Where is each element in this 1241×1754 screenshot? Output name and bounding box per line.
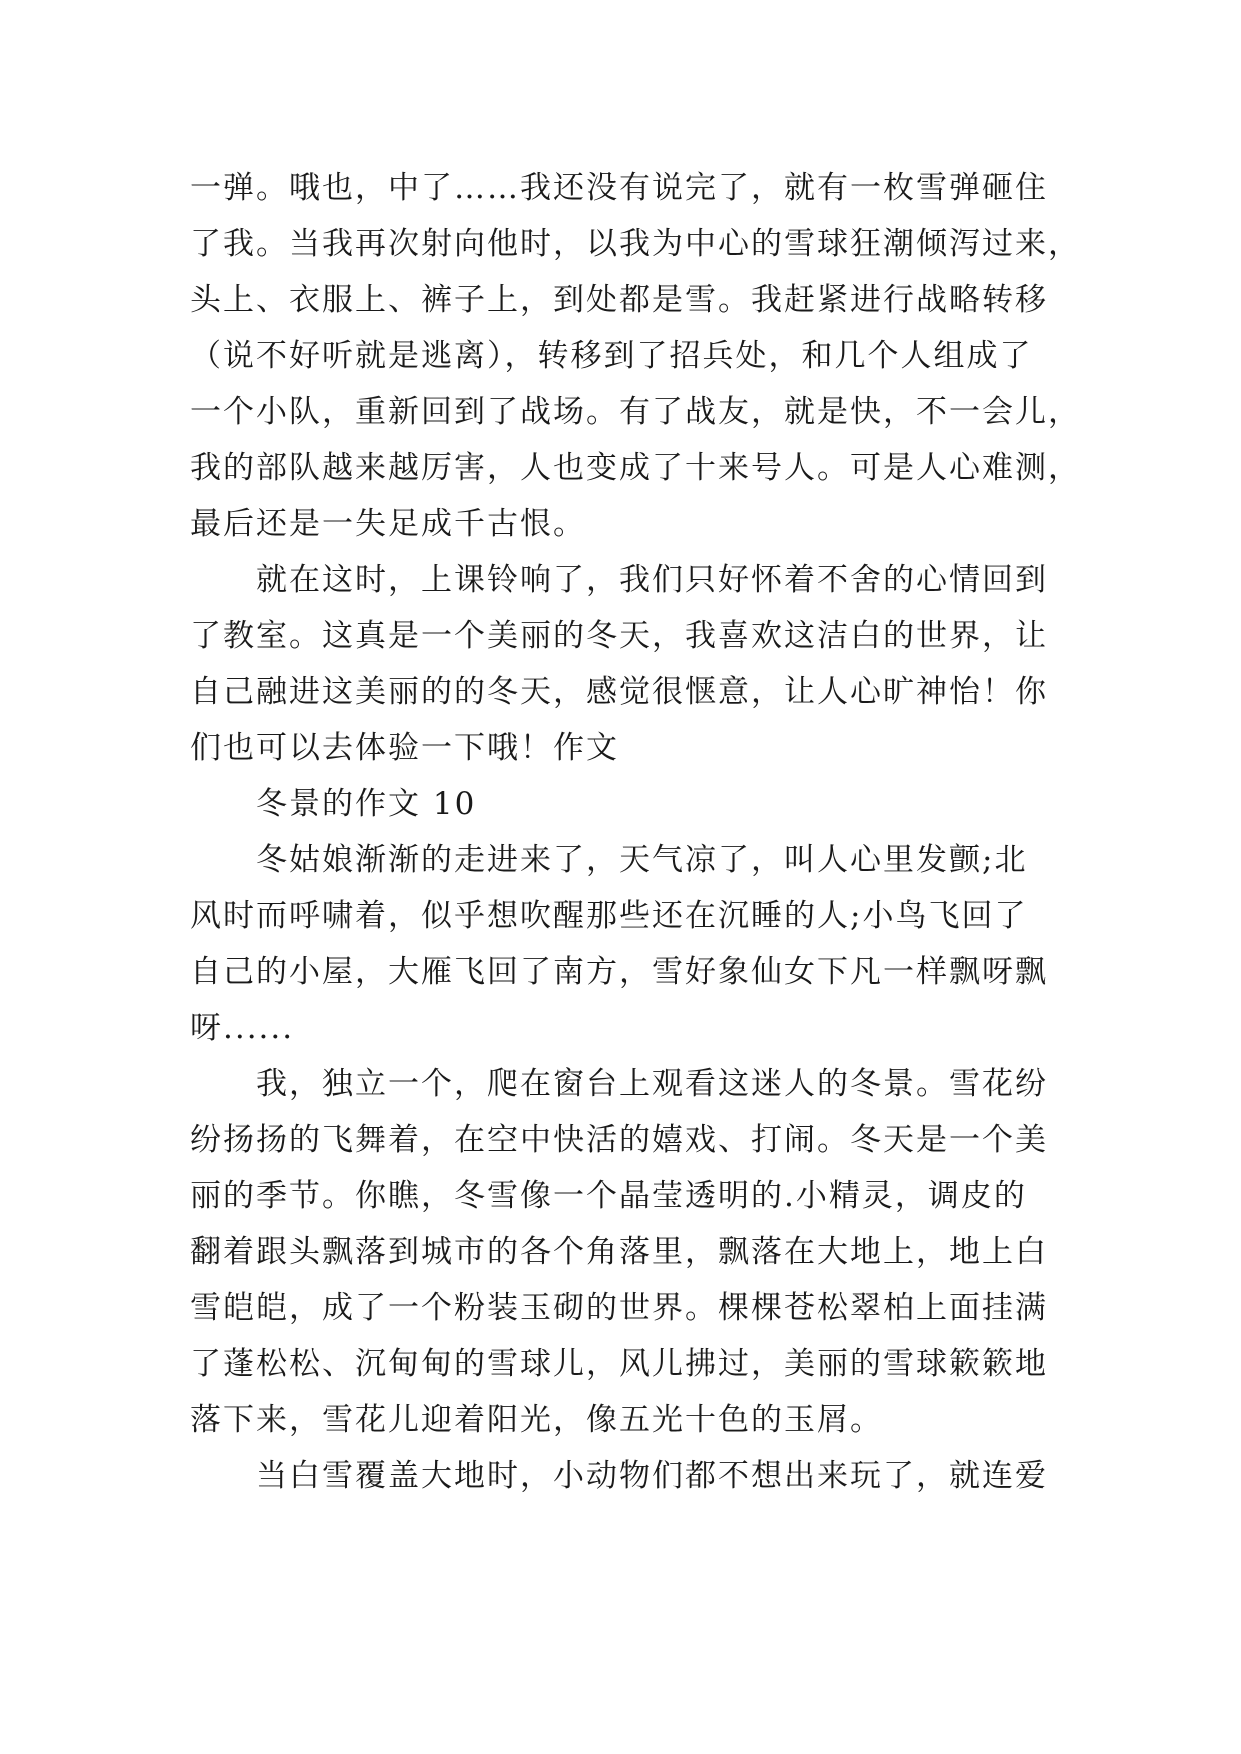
text-line: 了教室。这真是一个美丽的冬天，我喜欢这洁白的世界，让 xyxy=(190,618,1048,654)
text-line: 当白雪覆盖大地时，小动物们都不想出来玩了，就连爱 xyxy=(256,1458,1048,1494)
text-line: 了我。当我再次射向他时，以我为中心的雪球狂潮倾泻过来， xyxy=(190,226,1081,262)
body-text xyxy=(190,160,1081,1504)
text-line: 冬姑娘渐渐的走进来了，天气凉了，叫人心里发颤;北 xyxy=(256,842,1028,878)
text-line: 呀...... xyxy=(190,1010,295,1046)
text-line: 自己融进这美丽的的冬天，感觉很惬意，让人心旷神怡！你 xyxy=(190,674,1048,710)
text-line: 翻着跟头飘落到城市的各个角落里，飘落在大地上，地上白 xyxy=(190,1234,1048,1270)
text-line: 自己的小屋，大雁飞回了南方，雪好象仙女下凡一样飘呀飘 xyxy=(190,954,1048,990)
text-line: （说不好听就是逃离），转移到了招兵处，和几个人组成了 xyxy=(190,338,1033,374)
text-line: 雪皑皑，成了一个粉装玉砌的世界。棵棵苍松翠柏上面挂满 xyxy=(190,1290,1048,1326)
text-line: 最后还是一失足成千古恨。 xyxy=(190,506,586,542)
text-line: 一弹。哦也，中了……我还没有说完了，就有一枚雪弹砸住 xyxy=(190,170,1048,206)
text-line: 们也可以去体验一下哦！作文 xyxy=(190,730,619,766)
text-line: 风时而呼啸着，似乎想吹醒那些还在沉睡的人;小鸟飞回了 xyxy=(190,898,1028,934)
text-line: 丽的季节。你瞧，冬雪像一个晶莹透明的.小精灵，调皮的 xyxy=(190,1178,1027,1214)
text-line: 一个小队，重新回到了战场。有了战友，就是快，不一会儿， xyxy=(190,394,1081,430)
text-line: 我的部队越来越厉害，人也变成了十来号人。可是人心难测， xyxy=(190,450,1081,486)
text-line: 冬景的作文 10 xyxy=(256,786,477,822)
text-line: 头上、衣服上、裤子上，到处都是雪。我赶紧进行战略转移 xyxy=(190,282,1048,318)
text-line: 了蓬松松、沉甸甸的雪球儿，风儿拂过，美丽的雪球簌簌地 xyxy=(190,1346,1048,1382)
text-line: 落下来，雪花儿迎着阳光，像五光十色的玉屑。 xyxy=(190,1402,883,1438)
text-line: 我，独立一个，爬在窗台上观看这迷人的冬景。雪花纷 xyxy=(256,1066,1048,1102)
text-line: 就在这时，上课铃响了，我们只好怀着不舍的心情回到 xyxy=(256,562,1048,598)
text-line: 纷扬扬的飞舞着，在空中快活的嬉戏、打闹。冬天是一个美 xyxy=(190,1122,1048,1158)
